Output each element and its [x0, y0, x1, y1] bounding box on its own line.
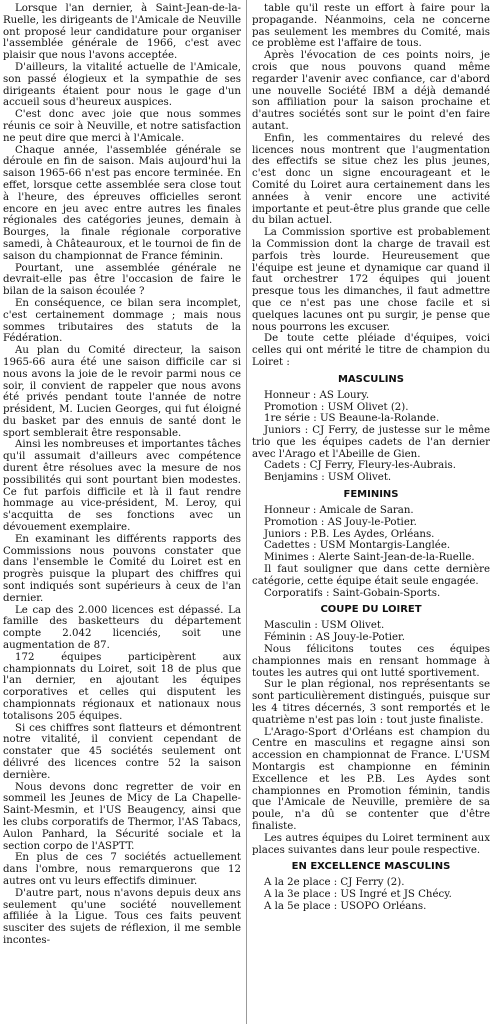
paragraph: Pourtant, une assemblée générale ne devrait-elle pas être l'occasion de faire le bilan de la saison écoulée ?: [3, 262, 241, 298]
paragraph: La Commission sportive est probablement la Commission dont la charge de travail est parfois très lourde. Heureusement que l'équipe est jeune et dynamique car quand il faut orchestrer 172 équipes qui jouent presque tous les dimanches, il faut admettre que ce n'est pas une chose facile et si quelques lacunes ont pu surgir, je pense que nous pourrons les excuser.: [252, 227, 490, 333]
paragraph: Sur le plan régional, nos représentants se sont particulièrement distingués, puisque sur les 4 titres décernés, 3 sont remportés et le quatrième n'est pas loin : tout juste finaliste.: [252, 679, 490, 726]
paragraph: Après l'évocation de ces points noirs, je crois que nous pouvons quand même regarder l'avenir avec confiance, car d'abord une nouvelle Société IBM a déjà demandé son affiliation pour la saison prochaine et d'autres sociétés sont sur le point d'en faire autant.: [252, 50, 490, 132]
section-heading-coupe: COUPE DU LOIRET: [320, 604, 422, 616]
paragraph: Chaque année, l'assemblée générale se déroule en fin de saison. Mais aujourd'hui la saison 1965-66 n'est pas encore terminée. En effet, lorsque cette assemblée sera close tout à l'heure, des épreuves officielles seront encore en jeu avec entre autres les finales régionales des catégories jeunes, demain à Bourges, la finale régionale corporative samedi, à Châteauroux, et le tournoi de fin de saison du championnat de France féminin.: [3, 144, 241, 262]
result-line: 1re série : US Beaune-la-Rolande.: [264, 413, 440, 425]
paragraph: Enfin, les commentaires du relevé des licences nous montrent que l'augmentation des effectifs se situe chez les plus jeunes, c'est donc un signe encourageant et le Comité du Loiret aura certainement dans les années à venir encore une activité importante et peut-être plus grande que celle du bilan actuel.: [252, 132, 490, 227]
paragraph: Les autres équipes du Loiret terminent aux places suivantes dans leur poule respective.: [252, 832, 490, 856]
result-line: Corporatifs : Saint-Gobain-Sports.: [264, 587, 441, 599]
paragraph: L'Arago-Sport d'Orléans est champion du Centre en masculins et regagne ainsi son accession en championnat de France. L'USM Montargis est championne en féminin Excellence et les P.B. Les Aydes sont championnes en Promotion féminin, tandis que l'Amicale de Neuville, première de sa poule, n'a dû se contenter que d'être finaliste.: [252, 726, 490, 832]
section-heading-feminins: FEMININS: [343, 489, 399, 501]
paragraph: En conséquence, ce bilan sera incomplet, c'est certainement dommage ; mais nous sommes tributaires des statuts de la Fédération.: [3, 297, 241, 345]
result-line: A la 5e place : USOPO Orléans.: [264, 900, 427, 912]
result-line: Promotion : USM Olivet (2).: [264, 401, 409, 413]
paragraph: De toute cette pléiade d'équipes, voici celles qui ont mérité le titre de champion du Loiret :: [252, 333, 490, 368]
column-divider: [246, 0, 247, 1024]
paragraph: Le cap des 2.000 licences est dépassé. La famille des basketteurs du département compte 2.042 licenciés, soit une augmentation de 87.: [3, 604, 241, 652]
paragraph: Lorsque l'an dernier, à Saint-Jean-de-la-Ruelle, les dirigeants de l'Amicale de Neuville ont proposé leur candidature pour organiser l'assemblée générale de 1966, c'est avec plaisir que nous l'avons acceptée.: [3, 3, 241, 62]
paragraph: Nous devons donc regretter de voir en sommeil les Jeunes de Micy de La Chapelle-Saint-Mesmin, et l'US Beaugency, ainsi que les clubs corporatifs de Thermor, l'AS Tabacs, Aulon Panhard, la Sécurité sociale et la section corpo de l'ASPTT.: [3, 781, 241, 852]
result-line: Minimes : Alerte Saint-Jean-de-la-Ruelle.: [264, 552, 475, 564]
paragraph: En examinant les différents rapports des Commissions nous pouvons constater que dans l'ensemble le Comité du Loiret est en progrès puisque la plupart des chiffres qui sont indiqués sont supérieurs à ceux de l'an dernier.: [3, 533, 241, 604]
result-line: Honneur : AS Loury.: [264, 389, 370, 401]
section-heading-masculins: MASCULINS: [337, 373, 404, 385]
paragraph: Ainsi les nombreuses et importantes tâches qu'il assumait d'ailleurs avec compétence durent être résolues avec la mesure de nos possibilités qui sont pourtant bien modestes. Ce fut parfois difficile et là il faut rendre hommage au vice-président, M. Leroy, qui s'acquitta de ses fonctions avec un dévouement exemplaire.: [3, 439, 241, 534]
paragraph: 172 équipes participèrent aux championnats du Loiret, soit 18 de plus que l'an dernier, en ajoutant les équipes corporatives et celles qui disputent les championnats régionaux et nationaux nous totalisons 205 équipes.: [3, 651, 241, 722]
result-line: Masculin : USM Olivet.: [264, 620, 385, 632]
result-line: Féminin : AS Jouy-le-Potier.: [264, 632, 405, 644]
result-line: Juniors : P.B. Les Aydes, Orléans.: [264, 528, 435, 540]
paragraph: Au plan du Comité directeur, la saison 1965-66 aura été une saison difficile car si nous avons la joie de le revoir parmi nous ce soir, il convient de rappeler que nous avons été privés pendant toute l'année de notre président, M. Lucien Georges, qui fut éloigné du basket par des ennuis de santé dont le sport semblerait être responsable.: [3, 345, 241, 439]
result-line: A la 2e place : CJ Ferry (2).: [264, 877, 405, 889]
paragraph: Il faut souligner que dans cette dernière catégorie, cette équipe était seule engagée.: [252, 564, 490, 587]
section-heading-excellence: EN EXCELLENCE MASCULINS: [291, 861, 451, 873]
right-column: [252, 3, 490, 913]
left-column: [3, 3, 241, 947]
result-line: Honneur : Amicale de Saran.: [264, 505, 414, 517]
result-line: Benjamins : USM Olivet.: [264, 472, 392, 484]
paragraph: D'autre part, nous n'avons depuis deux ans seulement qu'une société nouvellement affiliée à la Ligue. Tous ces faits peuvent susciter des sujets de réflexion, il me semble incontes-: [3, 887, 241, 946]
paragraph: C'est donc avec joie que nous sommes réunis ce soir à Neuville, et notre satisfaction ne peut dire que merci à l'Amicale.: [3, 109, 241, 144]
result-line: Promotion : AS Jouy-le-Potier.: [264, 516, 417, 528]
paragraph: table qu'il reste un effort à faire pour la propagande. Néanmoins, cela ne concerne pas seulement les membres du Comité, mais ce problème est l'affaire de tous.: [252, 3, 490, 50]
result-line: Cadets : CJ Ferry, Fleury-les-Aubrais.: [264, 460, 456, 472]
result-line: A la 3e place : US Ingré et JS Chécy.: [264, 889, 452, 901]
paragraph: D'ailleurs, la vitalité actuelle de l'Amicale, son passé élogieux et la sympathie de ses dirigeants étaient pour nous le gage d'un accueil sous d'heureux auspices.: [3, 61, 241, 109]
result-line: Juniors : CJ Ferry, de justesse sur le même trio que les équipes cadets de l'an dernier avec l'Arago et l'Abeille de Gien.: [252, 425, 490, 460]
paragraph: En plus de ces 7 sociétés actuellement dans l'ombre, nous remarquerons que 12 autres ont vu leurs effectifs diminuer.: [3, 852, 241, 887]
paragraph: Si ces chiffres sont flatteurs et démontrent notre vitalité, il convient cependant de constater que 45 sociétés seulement ont délivré des licences contre 52 la saison dernière.: [3, 722, 241, 781]
result-line: Cadettes : USM Montargis-Langlée.: [264, 540, 451, 552]
paragraph: Nous félicitons toutes ces équipes championnes mais en rensant hommage à toutes les autres qui ont lutté sportivement.: [252, 644, 490, 679]
